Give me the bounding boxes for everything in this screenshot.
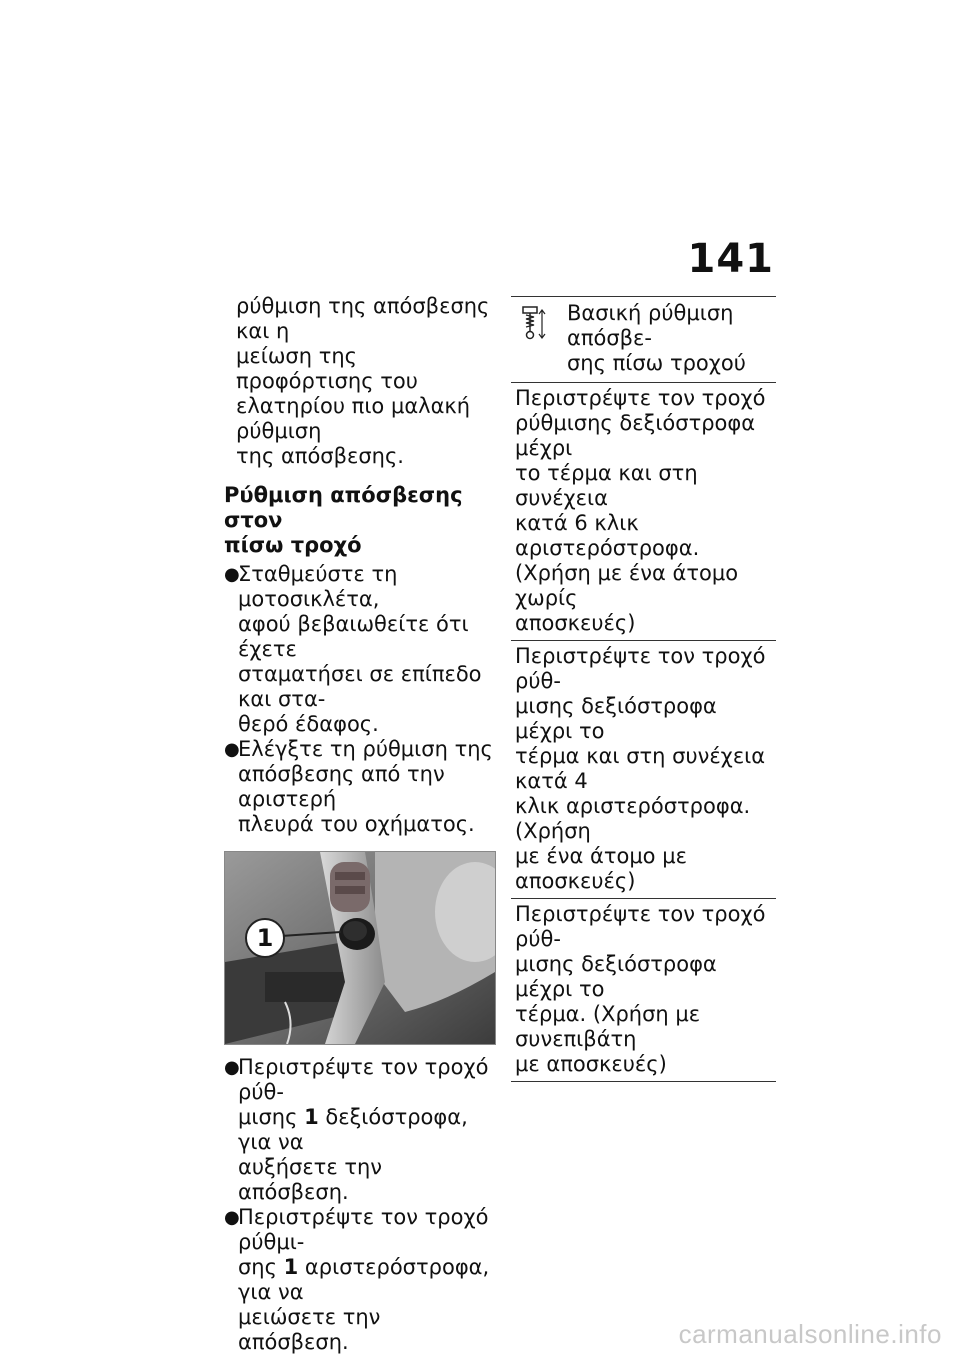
title-line: σης πίσω τροχού xyxy=(567,351,746,375)
intro-line: ρύθμιση της απόσβεσης και η xyxy=(236,294,490,343)
table-row xyxy=(511,383,776,641)
row-line: μισης δεξιόστροφα μέχρι το xyxy=(515,952,717,1001)
table-row xyxy=(511,641,776,899)
list-item xyxy=(224,1055,496,1205)
bullet-icon: ● xyxy=(224,1057,240,1078)
intro-line: ελατηρίου πιο μαλακή ρύθμιση xyxy=(236,394,471,443)
row-line: (Χρήση με ένα άτομο χωρίς xyxy=(515,561,739,610)
row-line: Περιστρέψτε τον τροχό xyxy=(515,386,766,410)
list-item xyxy=(224,562,496,737)
row-line: Περιστρέψτε τον τροχό ρύθ- xyxy=(515,644,766,693)
bullet-icon: ● xyxy=(224,564,240,585)
rear-damping-adjuster-photo xyxy=(224,851,496,1045)
row-line: μισης δεξιόστροφα μέχρι το xyxy=(515,694,717,743)
bullet-line: αφού βεβαιωθείτε ότι έχετε xyxy=(238,612,469,661)
settings-table-title xyxy=(559,301,776,376)
shock-absorber-icon xyxy=(511,301,559,376)
left-column xyxy=(224,294,496,1355)
bullet-line: σταματήσει σε επίπεδο και στα- xyxy=(238,662,482,711)
section-heading xyxy=(224,483,496,558)
intro-line: μείωση της προφόρτισης του xyxy=(236,344,418,393)
row-line: τέρμα και στη συνέχεια κατά 4 xyxy=(515,744,766,793)
bullet-line: μισης 1 δεξιόστροφα, για να xyxy=(238,1105,468,1154)
row-line: τέρμα. (Χρήση με συνεπιβάτη xyxy=(515,1002,701,1051)
row-line: το τέρμα και στη συνέχεια xyxy=(515,461,698,510)
settings-table-header xyxy=(511,297,776,383)
settings-table xyxy=(511,296,776,1082)
row-line: με αποσκευές) xyxy=(515,1052,667,1076)
bullet-line: Περιστρέψτε τον τροχό ρύθ- xyxy=(238,1055,489,1104)
row-line: αποσκευές) xyxy=(515,611,636,635)
intro-line: της απόσβεσης. xyxy=(236,444,404,468)
bullet-line: θερό έδαφος. xyxy=(238,712,379,736)
bullet-list-top xyxy=(224,562,496,837)
row-line: κατά 6 κλικ αριστερόστροφα. xyxy=(515,511,700,560)
bullet-line: αυξήσετε την απόσβεση. xyxy=(238,1155,383,1204)
table-row xyxy=(511,899,776,1081)
title-line: Βασική ρύθμιση απόσβε- xyxy=(567,301,734,350)
bullet-list-bottom xyxy=(224,1055,496,1355)
bullet-line: σης 1 αριστερόστροφα, για να xyxy=(238,1255,490,1304)
bullet-line: Περιστρέψτε τον τροχό ρύθμι- xyxy=(238,1205,489,1254)
bullet-line: Ελέγξτε τη ρύθμιση της xyxy=(238,737,493,761)
row-line: Περιστρέψτε τον τροχό ρύθ- xyxy=(515,902,766,951)
row-line: κλικ αριστερόστροφα. (Χρήση xyxy=(515,794,751,843)
heading-line: Ρύθμιση απόσβεσης στον xyxy=(224,483,463,532)
row-line: ρύθμισης δεξιόστροφα μέχρι xyxy=(515,411,756,460)
callout-ref: 1 xyxy=(283,1255,299,1279)
list-item xyxy=(224,737,496,837)
bullet-line: απόσβεσης από την αριστερή xyxy=(238,762,445,811)
intro-paragraph xyxy=(236,294,496,469)
callout-ref: 1 xyxy=(304,1105,319,1129)
list-item xyxy=(224,1205,496,1355)
page-number: 141 xyxy=(687,236,774,282)
callout-1: 1 xyxy=(245,918,285,958)
bullet-line: πλευρά του οχήματος. xyxy=(238,812,475,836)
bullet-line: Σταθμεύστε τη μοτοσικλέτα, xyxy=(238,562,398,611)
watermark: carmanualsonline.info xyxy=(678,1319,942,1349)
heading-line: πίσω τροχό xyxy=(224,533,362,557)
row-line: με ένα άτομο με αποσκευές) xyxy=(515,844,687,893)
bullet-line: μειώσετε την απόσβεση. xyxy=(238,1305,381,1354)
bullet-icon: ● xyxy=(224,739,240,760)
bullet-icon: ● xyxy=(224,1207,240,1228)
